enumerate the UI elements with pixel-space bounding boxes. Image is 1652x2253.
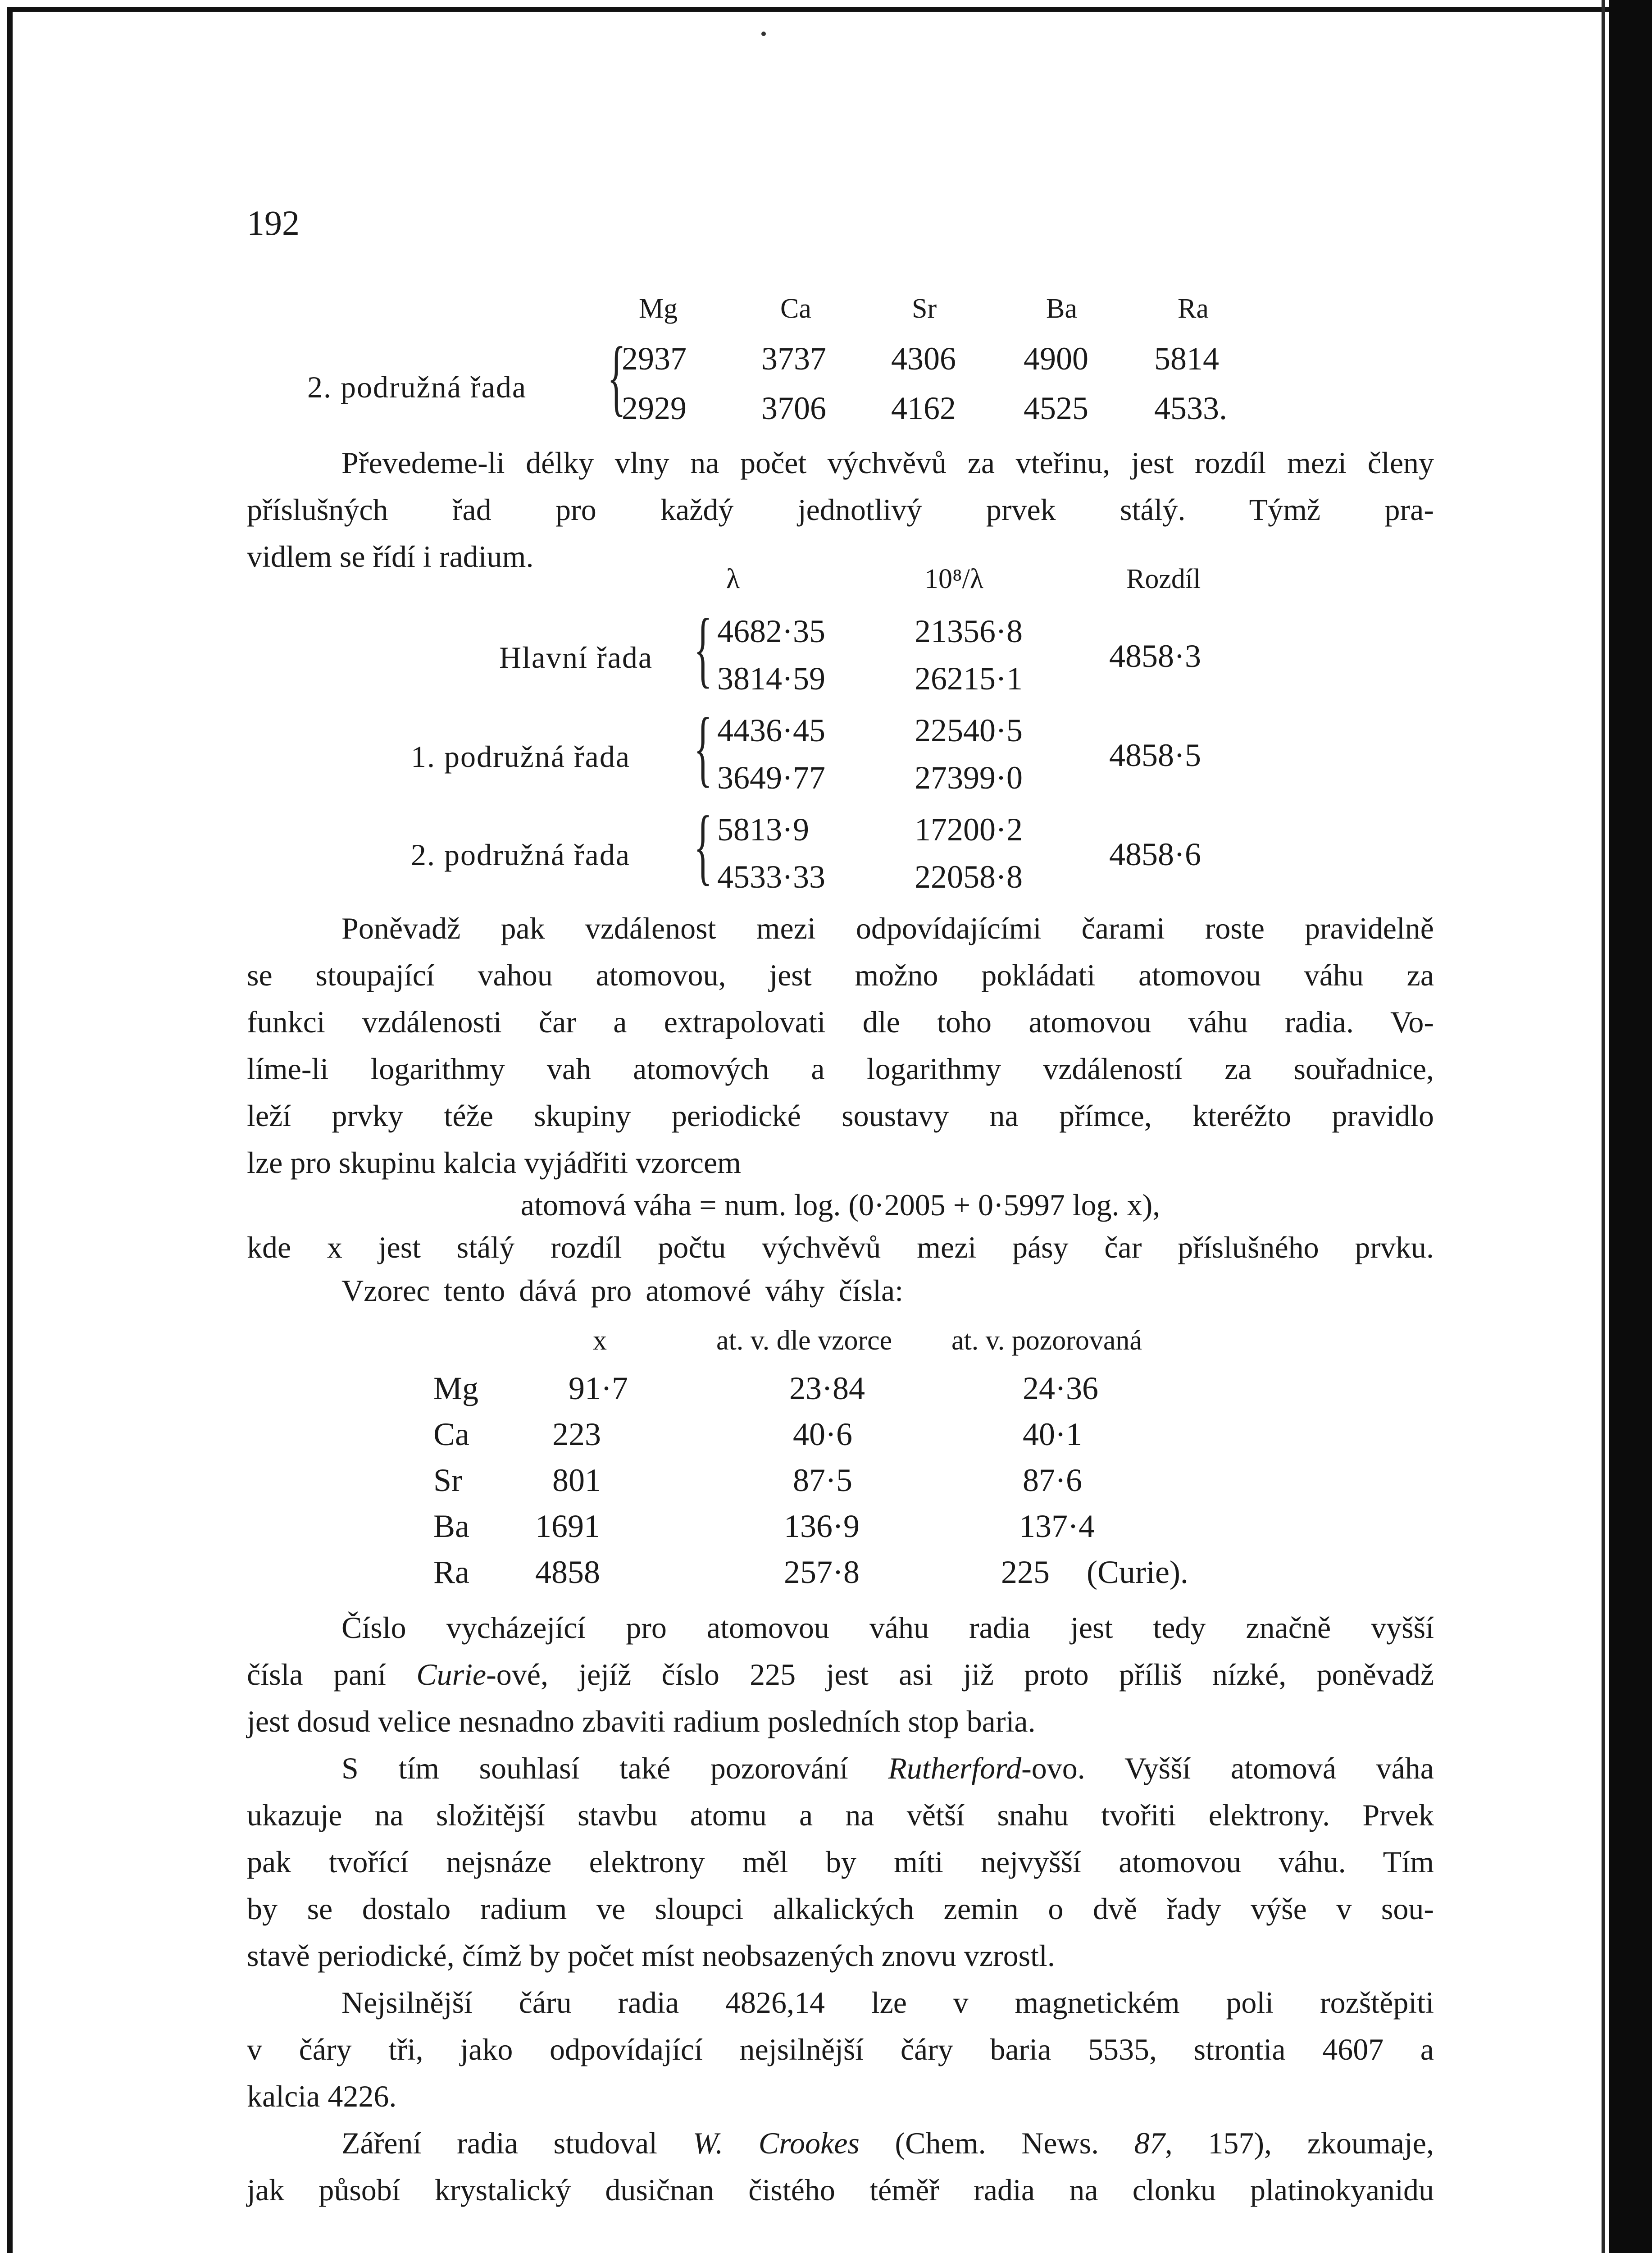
- paragraph-line: [247, 1745, 1434, 1792]
- paragraph-line: Číslo vycházející pro atomovou váhu radia jest tedy značně vyšší: [341, 1610, 1434, 1645]
- table-cell: Ra: [433, 1554, 469, 1590]
- table-cell: 225: [1001, 1554, 1050, 1590]
- text-span: Záření radia studoval: [341, 2126, 658, 2160]
- text-span: S tím souhlasí také pozorování: [341, 1751, 848, 1785]
- paragraph-line: Poněvadž pak vzdálenost mezi odpovídajícími čarami roste pravidelně: [341, 911, 1434, 945]
- table-cell: 2929: [622, 390, 687, 426]
- page-number: 192: [247, 203, 300, 242]
- column-header: Ra: [1178, 293, 1209, 324]
- paragraph-line: lze pro skupinu kalcia vyjádřiti vzorcem: [247, 1145, 742, 1180]
- column-header: 10⁸/λ: [924, 564, 983, 594]
- column-header: at. v. pozorovaná: [951, 1325, 1142, 1356]
- table-note: (Curie).: [1087, 1554, 1188, 1590]
- text-span: čísla paní: [247, 1657, 386, 1692]
- table-cell: 23·84: [789, 1370, 865, 1406]
- table-cell: 4858·3: [1109, 638, 1201, 674]
- table-cell: Sr: [433, 1462, 463, 1498]
- text-span: -ové, jejíž číslo 225 jest asi již proto příliš nízké, poněvadž: [486, 1657, 1434, 1692]
- scan-border-right: [1609, 0, 1652, 2253]
- table-cell: 257·8: [784, 1554, 860, 1590]
- table-cell: Ca: [433, 1416, 469, 1452]
- table-cell: 87·6: [1023, 1462, 1082, 1498]
- formula: atomová váha = num. log. (0·2005 + 0·5997 log. x),: [520, 1188, 1160, 1222]
- table-cell: 91·7: [569, 1370, 628, 1406]
- italic-name: Rutherford: [888, 1751, 1022, 1785]
- paragraph-line: by se dostalo radium ve sloupci alkalických zemin o dvě řady výše v sou-: [247, 1892, 1434, 1926]
- brace: {: [694, 602, 713, 696]
- paragraph-line: líme-li logarithmy vah atomových a logarithmy vzdáleností za souřadnice,: [247, 1052, 1434, 1086]
- italic-name: W. Crookes: [692, 2126, 860, 2160]
- table-cell: 2937: [622, 341, 687, 377]
- table-cell: 1691: [535, 1508, 600, 1544]
- table-cell: 5813·9: [717, 812, 809, 848]
- table-cell: 4900: [1024, 341, 1088, 377]
- row-label: Hlavní řada: [499, 640, 653, 675]
- italic-volume: 87: [1134, 2126, 1165, 2160]
- brace: {: [694, 799, 713, 894]
- table-cell: Mg: [433, 1370, 479, 1406]
- table-cell: 87·5: [793, 1462, 852, 1498]
- paragraph-line: leží prvky téže skupiny periodické soustavy na přímce, kteréžto pravidlo: [247, 1099, 1434, 1133]
- table-cell: 3706: [761, 390, 826, 426]
- column-header: Ba: [1046, 293, 1077, 324]
- table-cell: 137·4: [1019, 1508, 1095, 1544]
- paragraph-line: jak působí krystalický dusičnan čistého téměř radia na clonku platinokyanidu: [247, 2173, 1434, 2207]
- column-header: x: [593, 1325, 607, 1356]
- paragraph-line: se stoupající vahou atomovou, jest možno pokládati atomovou váhu za: [247, 958, 1434, 992]
- table-cell: 3737: [761, 341, 826, 377]
- dust-speck: [761, 32, 766, 36]
- brace: {: [694, 701, 713, 795]
- paragraph-line: vidlem se řídí i radium.: [247, 539, 534, 574]
- paragraph-line: v čáry tři, jako odpovídající nejsilnější čáry baria 5535, strontia 4607 a: [247, 2032, 1434, 2066]
- table-cell: 3814·59: [717, 661, 825, 697]
- paragraph-line: funkci vzdálenosti čar a extrapolovati dle toho atomovou váhu radia. Vo-: [247, 1005, 1434, 1039]
- table-cell: 223: [552, 1416, 601, 1452]
- table-cell: 4533.: [1154, 390, 1227, 426]
- brace: {: [607, 330, 626, 424]
- table-cell: 40·6: [793, 1416, 852, 1452]
- paragraph-line: kalcia 4226.: [247, 2079, 397, 2113]
- table-cell: 4682·35: [717, 613, 825, 649]
- column-header: at. v. dle vzorce: [716, 1325, 892, 1356]
- table-cell: 5814: [1154, 341, 1219, 377]
- table-cell: 4858: [535, 1554, 600, 1590]
- table-cell: 24·36: [1023, 1370, 1098, 1406]
- row-label: 2. podružná řada: [411, 838, 631, 872]
- paragraph-line: jest dosud velice nesnadno zbaviti radium posledních stop baria.: [247, 1704, 1036, 1738]
- paragraph-line: pak tvořící nejsnáze elektrony měl by míti nejvyšší atomovou váhu. Tím: [247, 1845, 1434, 1879]
- table-cell: 4858·5: [1109, 737, 1201, 773]
- paragraph-line: kde x jest stálý rozdíl počtu výchvěvů mezi pásy čar příslušného prvku.: [247, 1230, 1434, 1264]
- table-cell: Ba: [433, 1508, 469, 1544]
- table-cell: 801: [552, 1462, 601, 1498]
- table-cell: 3649·77: [717, 760, 825, 796]
- table-cell: 4533·33: [717, 859, 825, 895]
- column-header: Rozdíl: [1126, 564, 1201, 594]
- italic-name: Curie: [416, 1657, 487, 1692]
- paragraph-line: Vzorec tento dává pro atomové váhy čísla:: [341, 1273, 904, 1308]
- table-cell: 4436·45: [717, 712, 825, 748]
- table-cell: 17200·2: [915, 812, 1023, 848]
- table-cell: 4162: [891, 390, 956, 426]
- column-header: Ca: [780, 293, 811, 324]
- text-span: , 157), zkoumaje,: [1165, 2126, 1434, 2160]
- column-header: Mg: [639, 293, 678, 324]
- row-label: 2. podružná řada: [307, 370, 527, 404]
- table-cell: 22540·5: [915, 712, 1023, 748]
- column-header: Sr: [912, 293, 937, 324]
- scan-border-top: [9, 7, 1613, 12]
- paragraph: Převedeme-li délky vlny na počet výchvěvů za vteřinu, jest rozdíl mezi členy příslušných řad pro každý jednotlivý prvek stálý. Týmž pra-: [247, 446, 1434, 527]
- column-header: λ: [726, 564, 740, 594]
- table-cell: 27399·0: [915, 760, 1023, 796]
- table-cell: 21356·8: [915, 613, 1023, 649]
- scan-border-right-inner: [1602, 0, 1605, 2253]
- table-cell: 22058·8: [915, 859, 1023, 895]
- paragraph-line: [247, 1651, 1434, 1698]
- table-cell: 4525: [1024, 390, 1088, 426]
- row-label: 1. podružná řada: [411, 739, 631, 774]
- table-cell: 4306: [891, 341, 956, 377]
- paragraph-line: ukazuje na složitější stavbu atomu a na větší snahu tvořiti elektrony. Prvek: [247, 1798, 1434, 1832]
- table-cell: 40·1: [1023, 1416, 1082, 1452]
- text-span: (Chem. News.: [895, 2126, 1099, 2160]
- table-cell: 26215·1: [915, 661, 1023, 697]
- table-cell: 136·9: [784, 1508, 860, 1544]
- text-span: -ovo. Vyšší atomová váha: [1021, 1751, 1434, 1785]
- paragraph-line: Nejsilnější čáru radia 4826,14 lze v magnetickém poli rozštěpiti: [341, 1985, 1434, 2020]
- table-cell: 4858·6: [1109, 836, 1201, 872]
- paragraph-line: stavě periodické, čímž by počet míst neobsazených znovu vzrostl.: [247, 1938, 1055, 1973]
- scan-border-left: [7, 7, 13, 2253]
- paragraph-line: [247, 2120, 1434, 2166]
